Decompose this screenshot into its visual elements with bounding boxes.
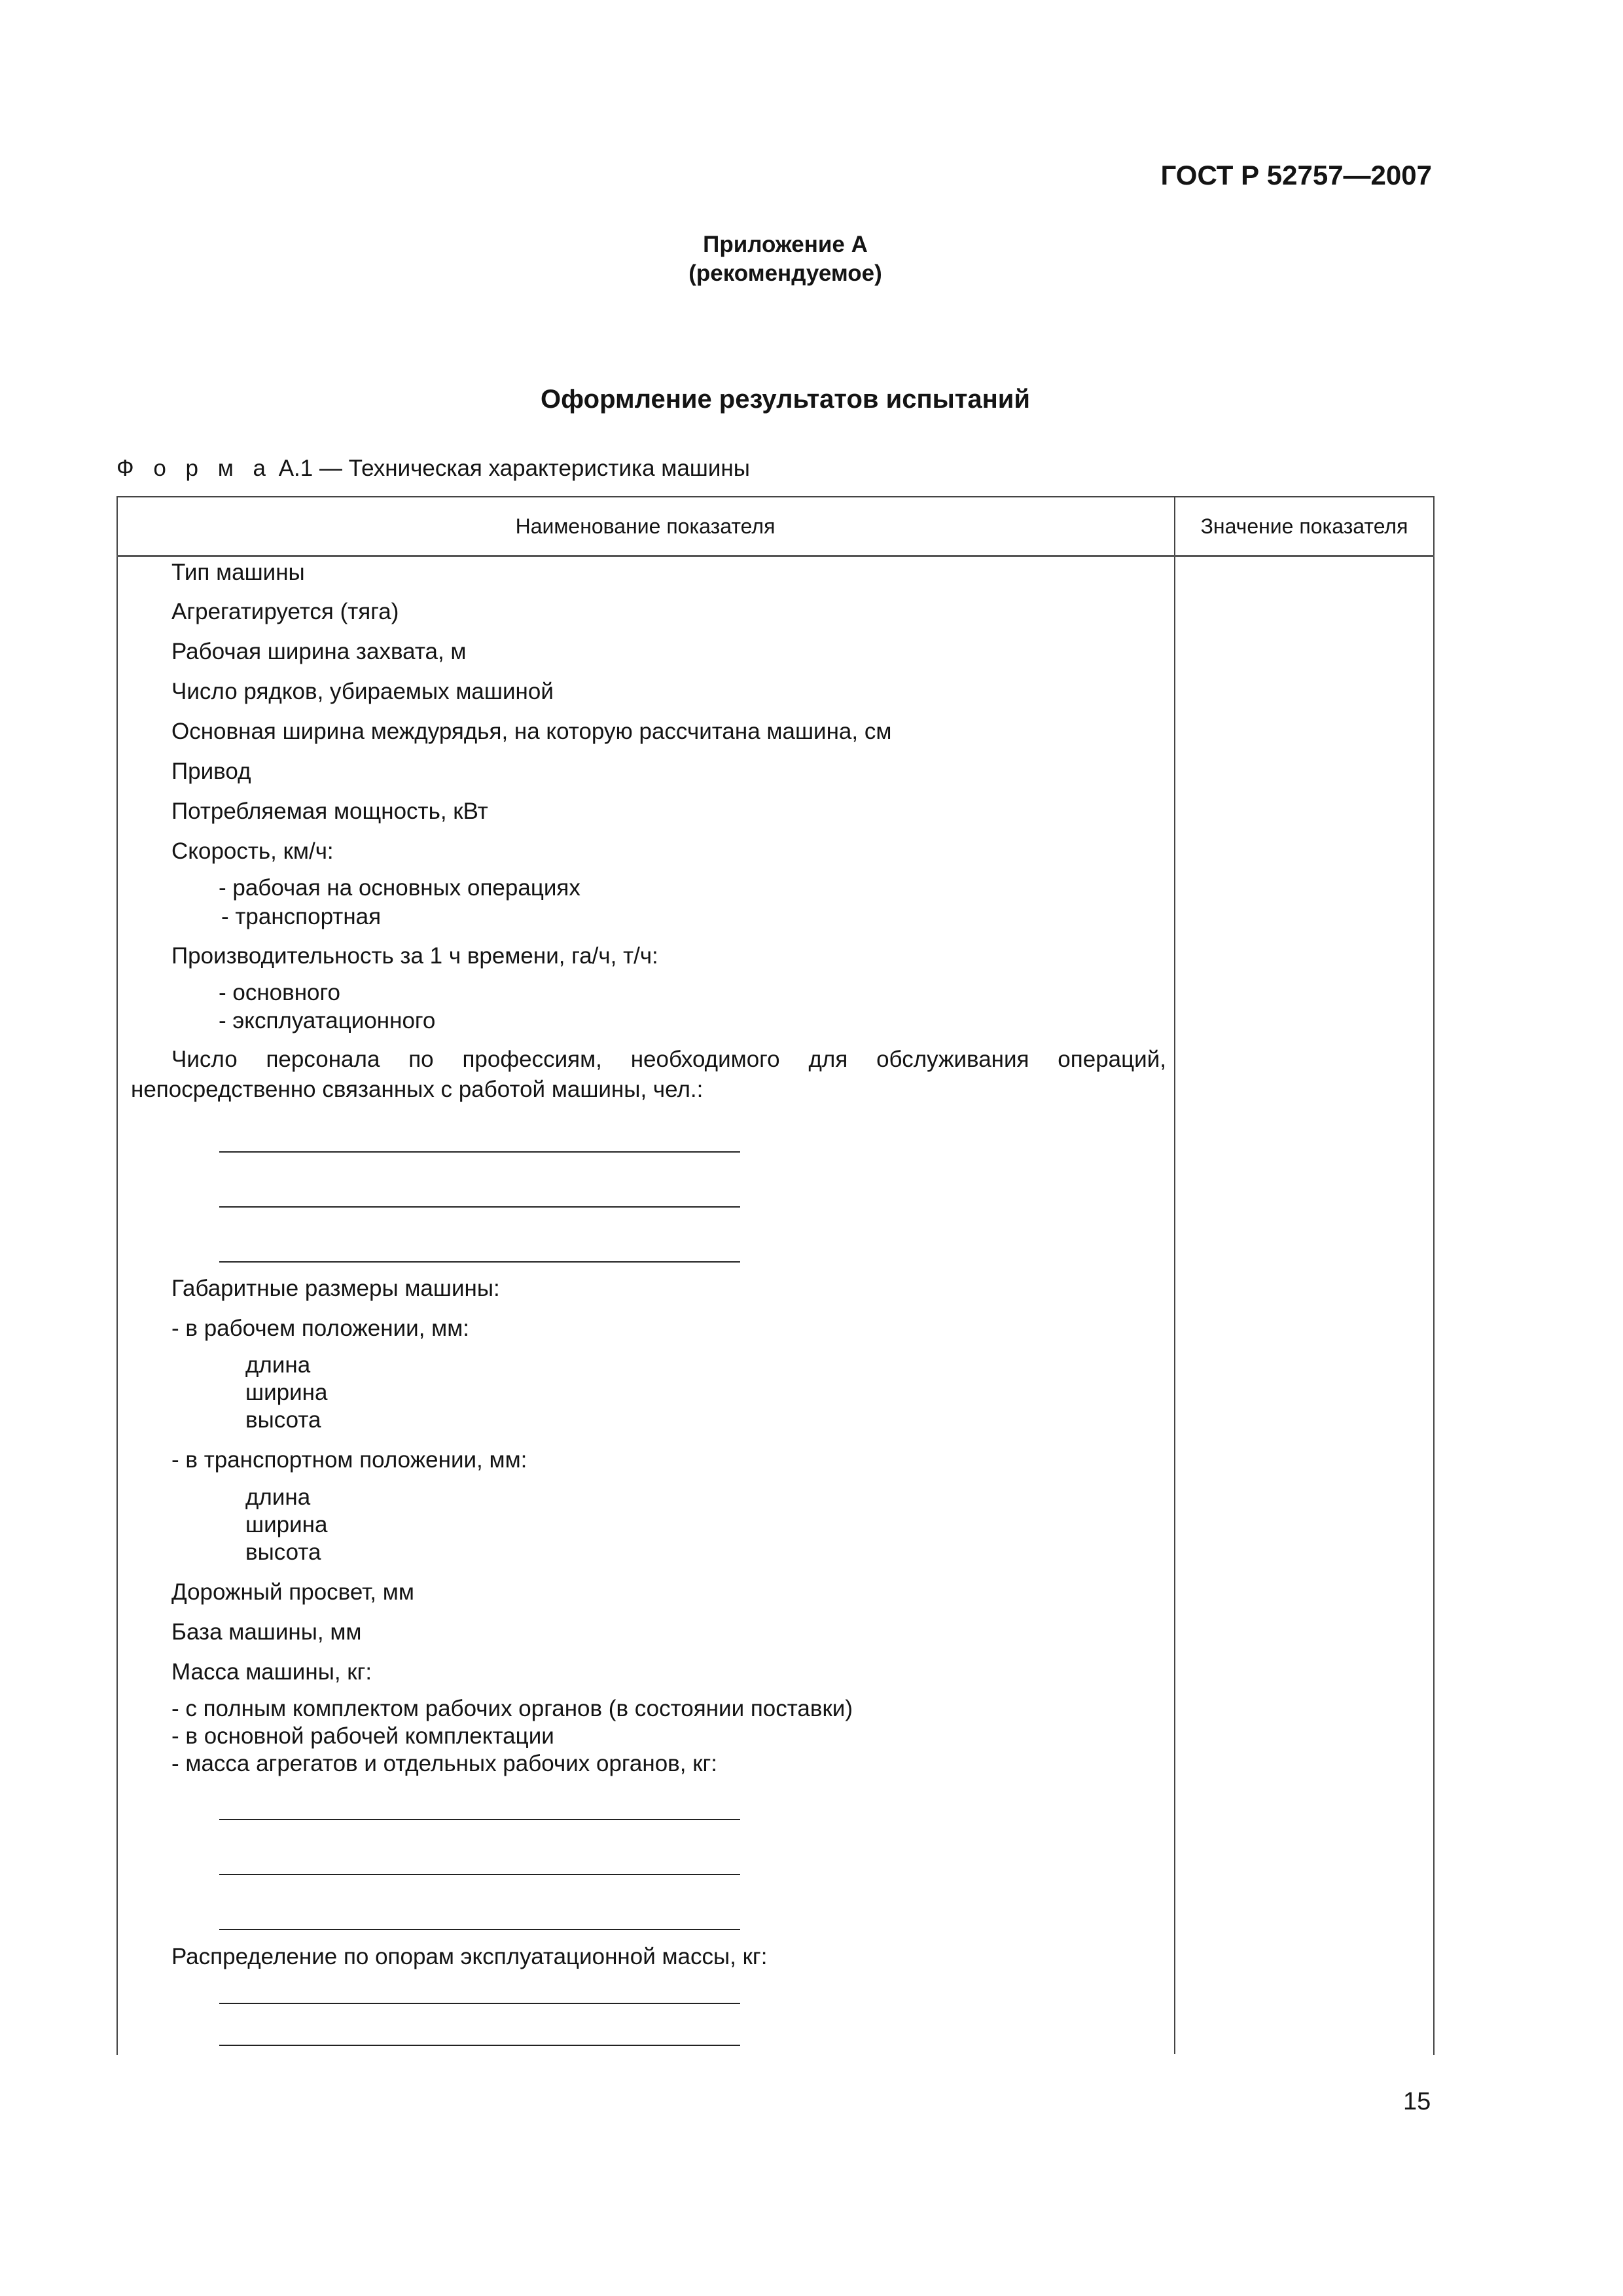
table-row: высота <box>245 1539 321 1565</box>
document-code: ГОСТ Р 52757—2007 <box>1160 160 1432 190</box>
table-row: - рабочая на основных операциях <box>219 875 580 901</box>
blank-line <box>219 1206 740 1208</box>
table-row: Производительность за 1 ч времени, га/ч, т/ч: <box>171 943 658 969</box>
header-divider <box>116 555 1435 557</box>
table-row: Агрегатируется (тяга) <box>171 599 399 624</box>
table-row: - в рабочем положении, мм: <box>171 1316 469 1341</box>
table-row: Число рядков, убираемых машиной <box>171 679 554 704</box>
table-row: Масса машины, кг: <box>171 1659 372 1685</box>
table-row: Число персонала по профессиям, необходимого для обслуживания операций, <box>171 1047 1166 1072</box>
column-header-value: Значение показателя <box>1200 514 1408 538</box>
table-row: - масса агрегатов и отдельных рабочих органов, кг: <box>171 1751 718 1776</box>
form-caption-text: А.1 — Техническая характеристика машины <box>278 456 750 481</box>
table-row: длина <box>245 1484 311 1510</box>
table-row: Основная ширина междурядья, на которую рассчитана машина, см <box>171 719 892 744</box>
table-row: Распределение по опорам эксплуатационной массы, кг: <box>171 1944 768 1969</box>
table-row: Привод <box>171 759 251 784</box>
form-caption <box>116 456 750 482</box>
table-row: ширина <box>245 1380 328 1405</box>
page-number: 15 <box>1403 2088 1431 2115</box>
table-row: высота <box>245 1407 321 1433</box>
table-row: непосредственно связанных с работой машины, чел.: <box>131 1077 704 1102</box>
table-row: Габаритные размеры машины: <box>171 1276 500 1301</box>
table-row: - в основной рабочей комплектации <box>171 1723 554 1749</box>
table-row: - эксплуатационного <box>219 1008 436 1033</box>
table-row: - в транспортном положении, мм: <box>171 1447 527 1473</box>
table-row: Скорость, км/ч: <box>171 838 334 864</box>
blank-line <box>219 1151 740 1153</box>
annex-title: Приложение А <box>703 232 868 257</box>
blank-line <box>219 1874 740 1875</box>
annex-status: (рекомендуемое) <box>688 260 882 286</box>
table-row: Потребляемая мощность, кВт <box>171 798 488 824</box>
table-row: - транспортная <box>221 904 382 929</box>
table-row: - с полным комплектом рабочих органов (в состоянии поставки) <box>171 1696 853 1721</box>
table-row: Рабочая ширина захвата, м <box>171 639 467 664</box>
table-row: База машины, мм <box>171 1619 362 1645</box>
blank-line <box>219 2003 740 2004</box>
column-divider <box>1174 496 1175 2054</box>
blank-line <box>219 1819 740 1820</box>
blank-line <box>219 1261 740 1263</box>
table-row: ширина <box>245 1512 328 1537</box>
table-row: длина <box>245 1352 311 1378</box>
form-caption-prefix: Ф о р м а <box>116 456 272 481</box>
blank-line <box>219 1929 740 1930</box>
table-row: - основного <box>219 980 340 1005</box>
blank-line <box>219 2045 740 2046</box>
table-row: Дорожный просвет, мм <box>171 1579 414 1605</box>
section-title: Оформление результатов испытаний <box>541 385 1030 414</box>
column-header-name: Наименование показателя <box>515 514 776 538</box>
table-row: Тип машины <box>171 560 305 585</box>
